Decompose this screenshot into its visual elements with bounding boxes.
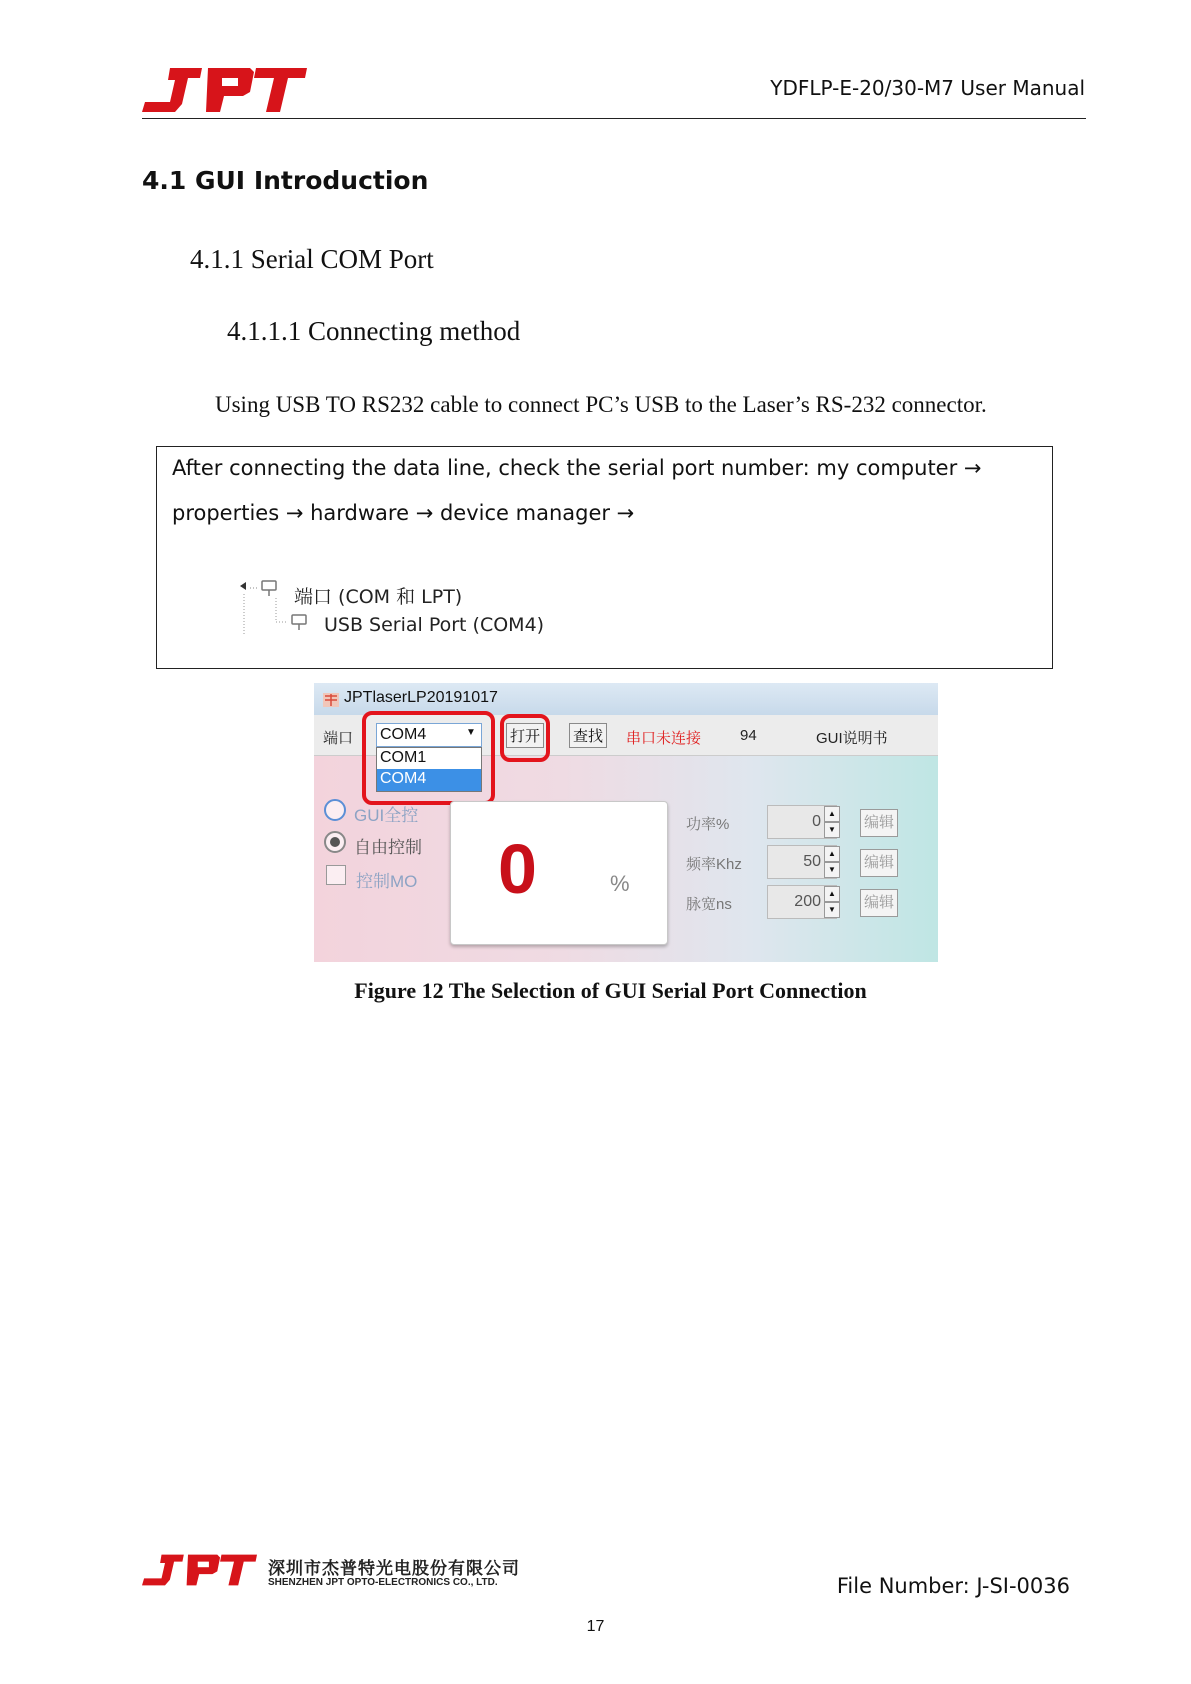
document-title: YDFLP-E-20/30-M7 User Manual [770,76,1085,100]
mode-label-gui-full: GUI全控 [354,806,419,825]
gui-screenshot [314,683,938,962]
spin-up-icon[interactable]: ▲ [824,886,840,902]
note-line-1: After connecting the data line, check the serial port number: my computer → [172,456,982,480]
find-button[interactable]: 查找 [569,723,607,748]
port-label: 端口 [323,730,354,747]
connection-status: 串口未连接 [626,730,702,747]
section-heading: 4.1 GUI Introduction [142,166,429,195]
spin-up-icon[interactable]: ▲ [824,846,840,862]
dropdown-option[interactable]: COM1 [380,749,427,766]
company-name-cn: 深圳市杰普特光电股份有限公司 [268,1559,520,1578]
company-name-en: SHENZHEN JPT OPTO-ELECTRONICS CO., LTD. [268,1577,498,1588]
mode-label-free: 自由控制 [354,838,422,857]
mode-label-control-mo: 控制MO [356,872,418,891]
display-panel [450,801,668,945]
port-icon [262,581,276,596]
display-value: 0 [498,830,537,908]
dropdown-option-selected[interactable]: COM4 [380,770,427,787]
tree-item-usb-serial: USB Serial Port (COM4) [324,614,545,636]
spin-down-icon[interactable]: ▼ [824,862,840,878]
note-line-2: properties → hardware → device manager → [172,501,635,525]
header-divider [142,118,1086,119]
spin-down-icon[interactable]: ▼ [824,902,840,918]
edit-pulse-width-button[interactable]: 编辑 [860,889,898,917]
highlight-box-combobox [362,711,495,805]
collapse-arrow-icon [240,582,246,590]
usb-port-icon [292,615,306,630]
status-code: 94 [740,727,757,744]
radio-selected-dot [330,837,340,847]
param-label-frequency: 频率Khz [686,856,742,873]
tree-item-ports: 端口 (COM 和 LPT) [294,586,463,608]
edit-power-button[interactable]: 编辑 [860,809,898,837]
open-button[interactable]: 打开 [506,723,544,748]
app-icon [322,691,340,709]
subsection-heading: 4.1.1 Serial COM Port [190,244,434,274]
page-number: 17 [586,1618,605,1635]
file-number: File Number: J-SI-0036 [836,1574,1070,1598]
dropdown-arrow-icon[interactable]: ▼ [466,727,476,738]
jpt-logo [142,66,307,114]
edit-frequency-button[interactable]: 编辑 [860,849,898,877]
spin-up-icon[interactable]: ▲ [824,806,840,822]
power-value[interactable]: 0 [812,813,821,830]
footer-jpt-logo [142,1553,257,1587]
control-mo-checkbox[interactable] [326,865,346,885]
port-combobox-value[interactable]: COM4 [380,726,427,743]
gui-manual-button[interactable]: GUI说明书 [816,730,888,747]
spin-down-icon[interactable]: ▼ [824,822,840,838]
mode-radio-gui-full[interactable] [324,799,346,821]
highlight-box-open-button [500,714,550,762]
subsubsection-heading: 4.1.1.1 Connecting method [227,316,521,346]
param-label-power: 功率% [686,816,730,833]
pulse-width-value[interactable]: 200 [794,893,821,910]
frequency-value[interactable]: 50 [803,853,821,870]
display-unit: % [610,871,630,896]
param-label-pulse-width: 脉宽ns [686,896,732,913]
figure-caption: Figure 12 The Selection of GUI Serial Port Connection [354,978,867,1003]
body-paragraph: Using USB TO RS232 cable to connect PC’s USB to the Laser’s RS-232 connector. [215,392,987,417]
window-title: JPTlaserLP20191017 [344,689,498,706]
